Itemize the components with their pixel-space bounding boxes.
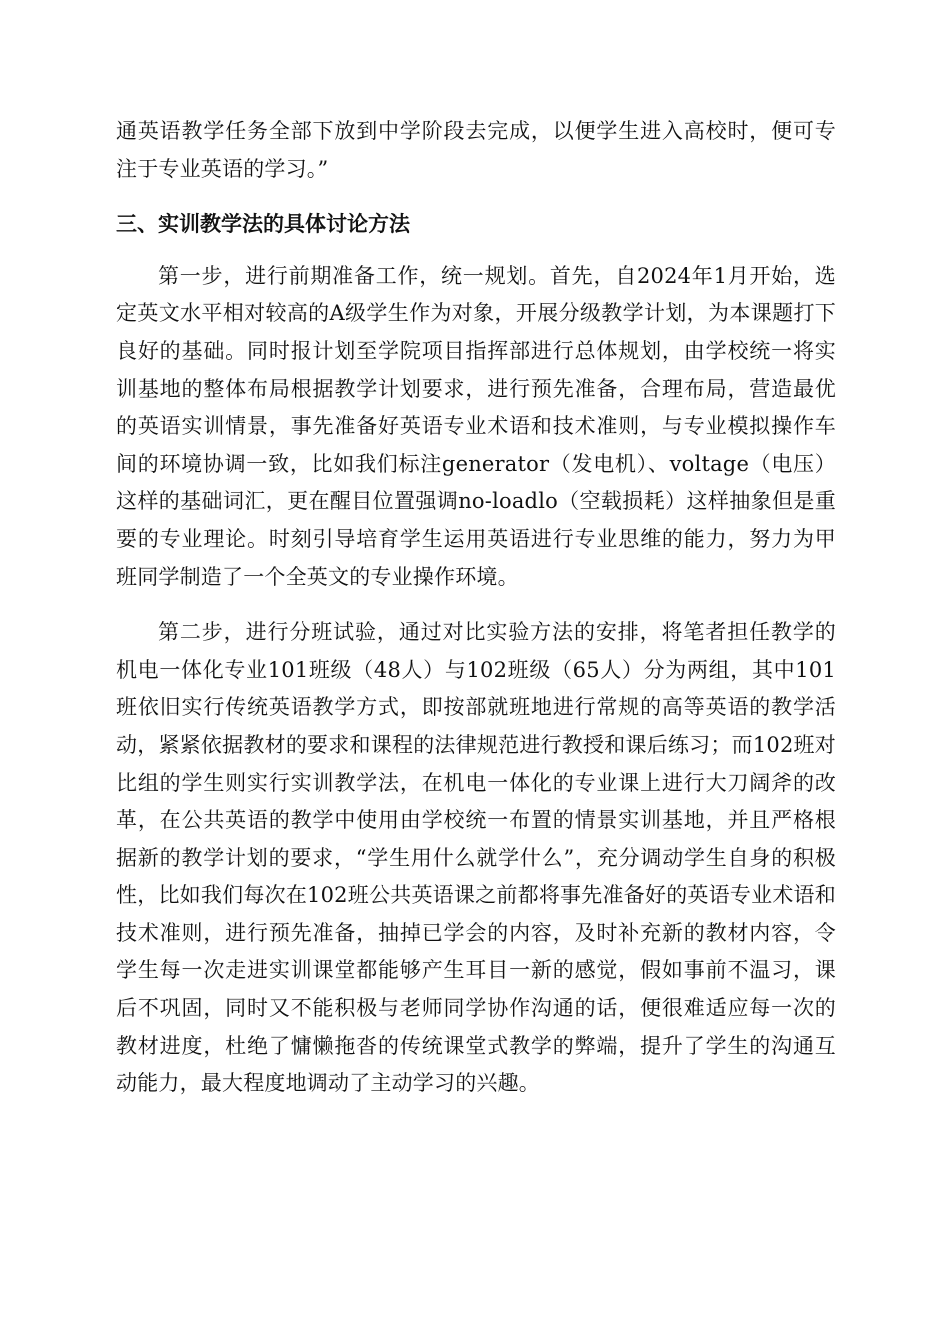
section-heading: 三、实训教学法的具体讨论方法: [116, 212, 410, 237]
continuation-paragraph: 通英语教学任务全部下放到中学阶段去完成，以便学生进入高校时，便可专注于专业英语的学习。”: [116, 119, 836, 181]
paragraph-step-two: 第二步，进行分班试验，通过对比实验方法的安排，将笔者担任教学的机电一体化专业101班级（48人）与102班级（65人）分为两组，其中101班依旧实行传统英语教学方式，即按部就班地进行常规的高等英语的教学活动，紧紧依据教材的要求和课程的法律规范进行教授和课后练习；而102班对比组的学生则实行实训教学法，在机电一体化的专业课上进行大刀阔斧的改革，在公共英语的教学中使用由学校统一布置的情景实训基地，并且严格根据新的教学计划的要求，“学生用什么就学什么”，充分调动学生自身的积极性，比如我们每次在102班公共英语课之前都将事先准备好的英语专业术语和技术准则，进行预先准备，抽掉已学会的内容，及时补充新的教材内容，令学生每一次走进实训课堂都能够产生耳目一新的感觉，假如事前不温习，课后不巩固，同时又不能积极与老师同学协作沟通的话，便很难适应每一次的教材进度，杜绝了慵懒拖沓的传统课堂式教学的弊端，提升了学生的沟通互动能力，最大程度地调动了主动学习的兴趣。: [116, 620, 836, 1096]
document-body: [116, 113, 836, 1103]
paragraph-step-one: 第一步，进行前期准备工作，统一规划。首先，自2024年1月开始，选定英文水平相对较高的A级学生作为对象，开展分级教学计划，为本课题打下良好的基础。同时报计划至学院项目指挥部进行总体规划，由学校统一将实训基地的整体布局根据教学计划要求，进行预先准备，合理布局，营造最优的英语实训情景，事先准备好英语专业术语和技术准则，与专业模拟操作车间的环境协调一致，比如我们标注generator（发电机）、voltage（电压）这样的基础词汇，更在醒目位置强调no-loadlo（空载损耗）这样抽象但是重要的专业理论。时刻引导培育学生运用英语进行专业思维的能力，努力为甲班同学制造了一个全英文的专业操作环境。: [116, 263, 836, 589]
